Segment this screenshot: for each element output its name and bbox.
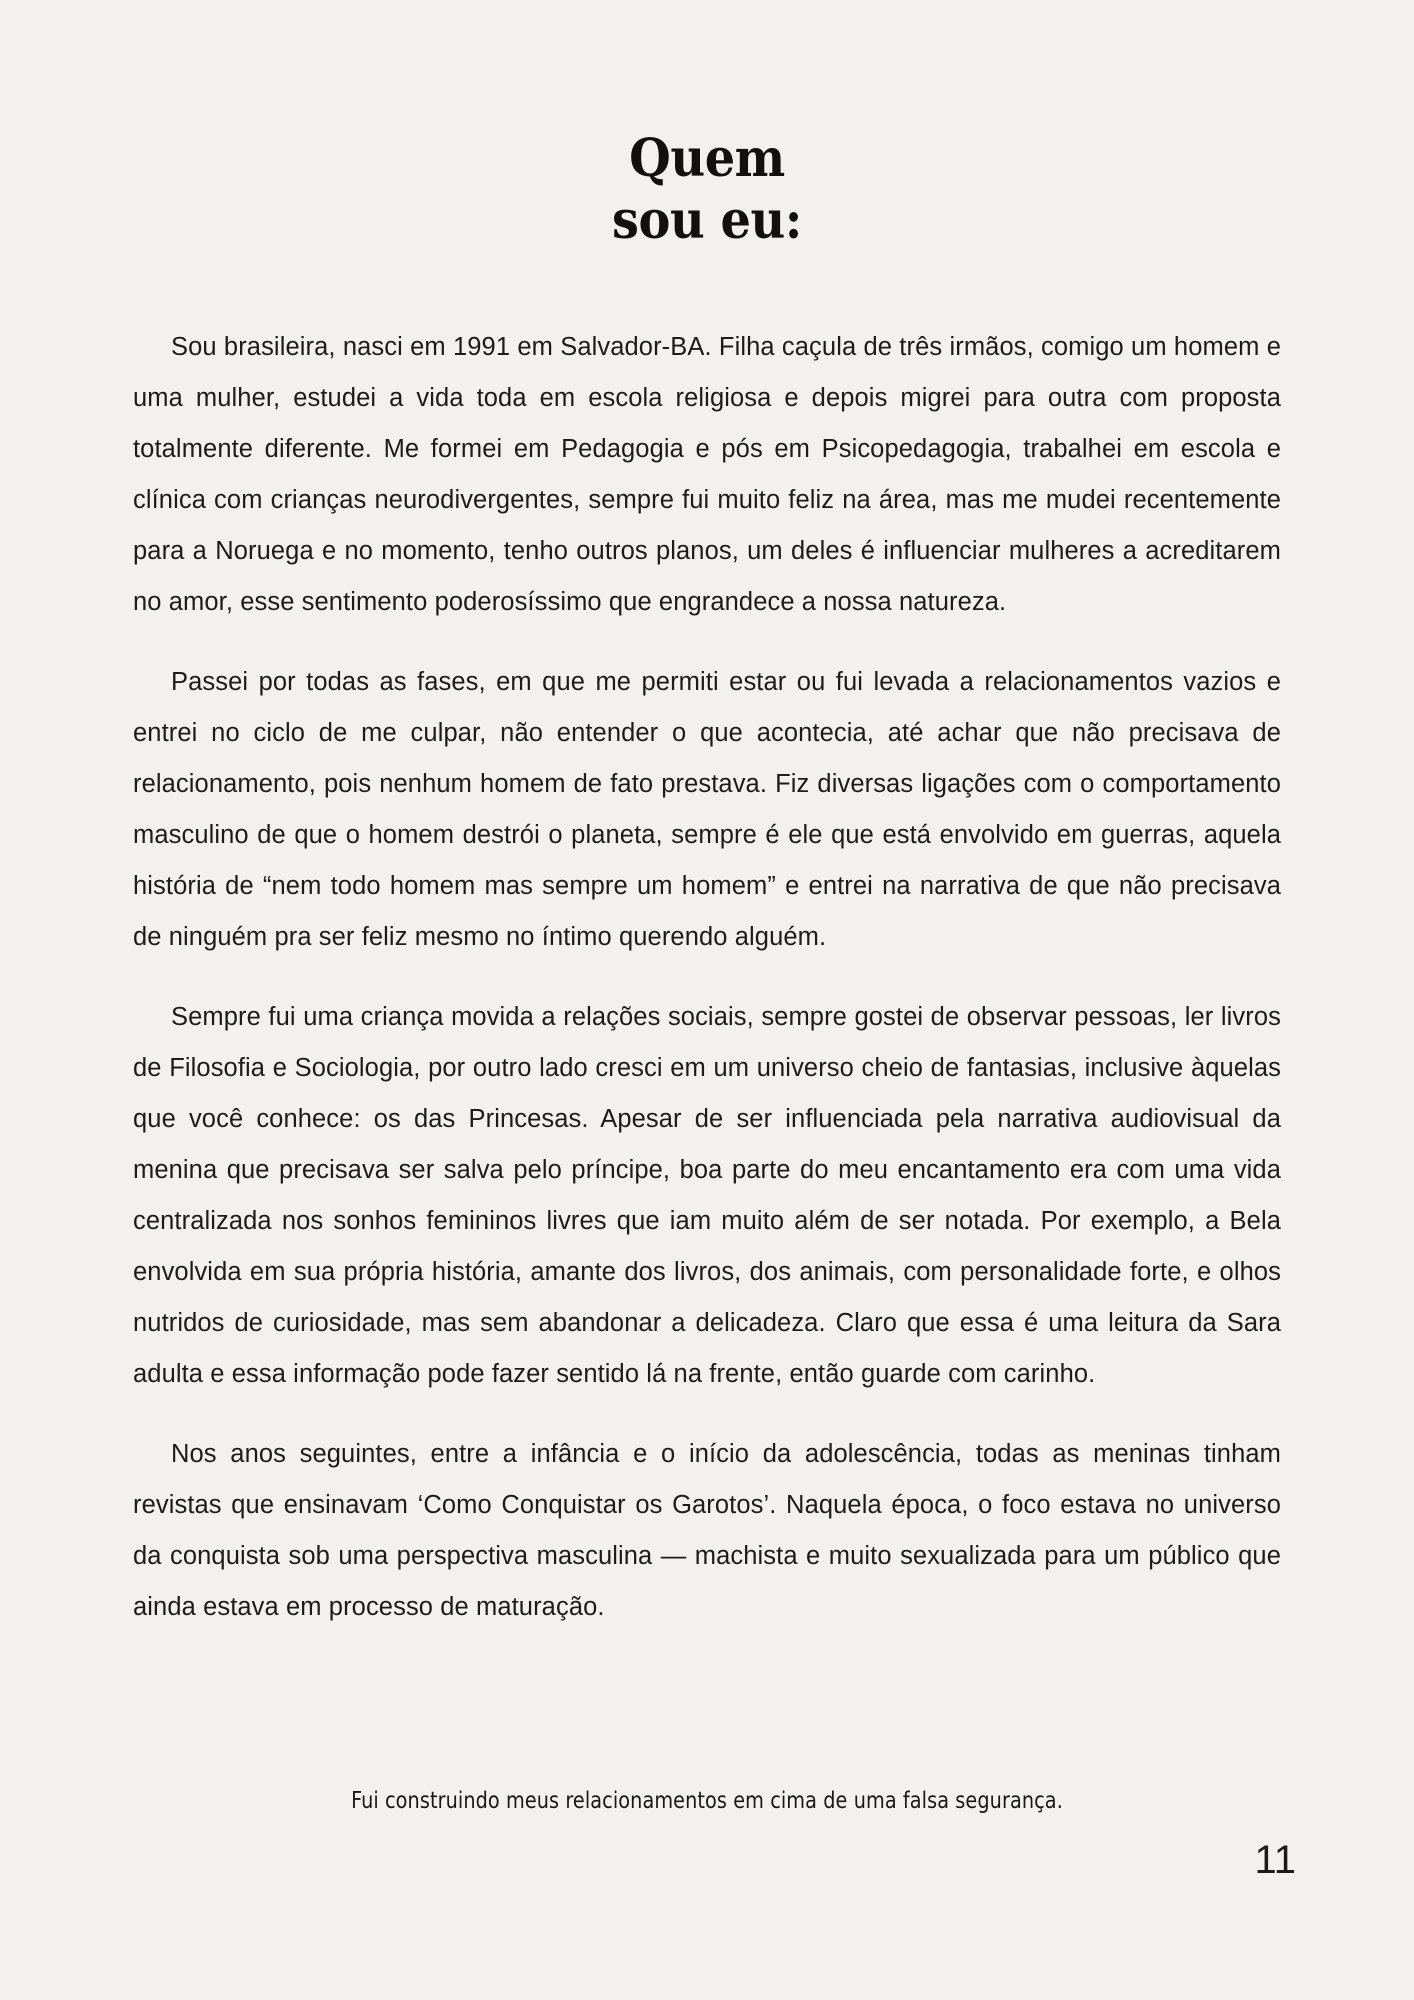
page-number: 11: [1254, 1838, 1296, 1882]
paragraph: Passei por todas as fases, em que me permiti estar ou fui levada a relacionamentos vazios e entrei no ciclo de me culpar, não entender o que acontecia, até achar que não precisava de relacionamento, pois nenhum homem de fato prestava. Fiz diversas ligações com o comportamento masculino de que o homem destrói o planeta, sempre é ele que está envolvido em guerras, aquela história de “nem todo homem mas sempre um homem” e entrei na narrativa de que não precisava de ninguém pra ser feliz mesmo no íntimo querendo alguém.: [133, 668, 1281, 951]
paragraph: Sempre fui uma criança movida a relações sociais, sempre gostei de observar pessoas, ler livros de Filosofia e Sociologia, por outro lado cresci em um universo cheio de fantasias, inclusive àquelas que você conhece: os das Princesas. Apesar de ser influenciada pela narrativa audiovisual da menina que precisava ser salva pelo príncipe, boa parte do meu encantamento era com uma vida centralizada nos sonhos femininos livres que iam muito além de ser notada. Por exemplo, a Bela envolvida em sua própria história, amante dos livros, dos animais, com personalidade forte, e olhos nutridos de curiosidade, mas sem abandonar a delicadeza. Claro que essa é uma leitura da Sara adulta e essa informação pode fazer sentido lá na frente, então guarde com carinho.: [133, 1003, 1281, 1388]
page-title: [0, 128, 1414, 252]
page-title-line-2: sou eu:: [612, 190, 802, 251]
body-text: [133, 322, 1281, 1633]
footer-pull-quote: Fui construindo meus relacionamentos em cima de uma falsa segurança.: [351, 1788, 1063, 1814]
paragraph: Nos anos seguintes, entre a infância e o início da adolescência, todas as meninas tinham revistas que ensinavam ‘Como Conquistar os Garotos’. Naquela época, o foco estava no universo da conquista sob uma perspectiva masculina — machista e muito sexualizada para um público que ainda estava em processo de maturação.: [133, 1440, 1281, 1621]
paragraph: Sou brasileira, nasci em 1991 em Salvador-BA. Filha caçula de três irmãos, comigo um homem e uma mulher, estudei a vida toda em escola religiosa e depois migrei para outra com proposta totalmente diferente. Me formei em Pedagogia e pós em Psicopedagogia, trabalhei em escola e clínica com crianças neurodivergentes, sempre fui muito feliz na área, mas me mudei recentemente para a Noruega e no momento, tenho outros planos, um deles é influenciar mulheres a acreditarem no amor, esse sentimento poderosíssimo que engrandece a nossa natureza.: [133, 333, 1281, 616]
page-title-line-1: Quem: [629, 128, 785, 189]
